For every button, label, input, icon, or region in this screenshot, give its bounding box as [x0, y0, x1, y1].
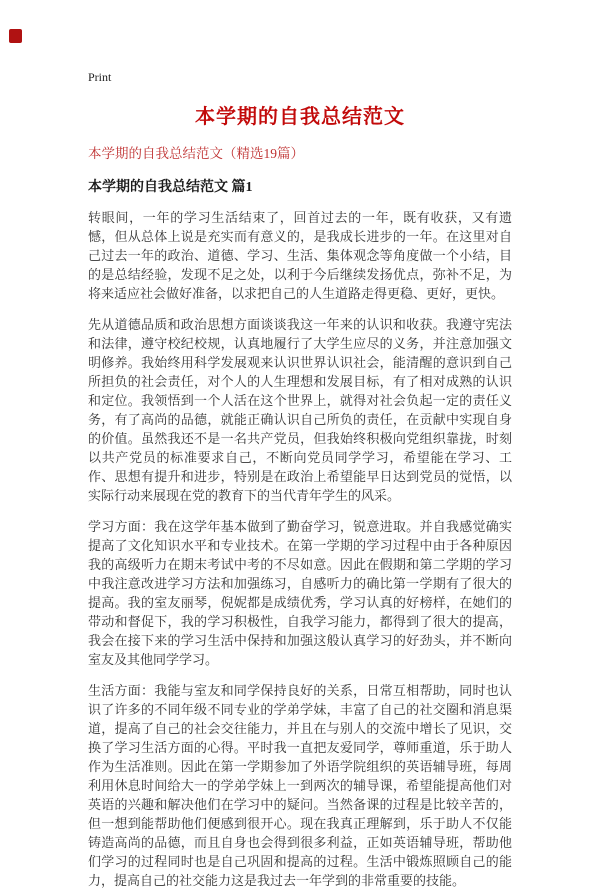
page-title: 本学期的自我总结范文 — [195, 106, 405, 128]
print-link[interactable]: Print — [88, 70, 112, 84]
print-icon[interactable] — [9, 29, 22, 43]
paragraph-4: 生活方面：我能与室友和同学保持良好的关系，日常互相帮助，同时也认识了许多的不同年级不同专业的学弟学妹，丰富了自己的社交圈和消息渠道，提高了自己的社会交往能力，并且在与别人的交流中增长了见识，交换了学习生活方面的心得。平时我一直把友爱同学，尊师重道，乐于助人作为生活准则。因此在第一学期参加了外语学院组织的英语辅导班，每周利用休息时间给大一的学弟学妹上一到两次的辅导课，希望能提高他们对英语的兴趣和解决他们在学习中的疑问。当然备课的过程是比较辛苦的，但一想到能帮助他们便感到很开心。现在我真正理解到，乐于助人不仅能铸造高尚的品德，而且自身也会得到很多利益，正如英语辅导班，帮助他们学习的过程同时也是自己巩固和提高的过程。生活中锻炼照顾自己的能力，提高自己的社交能力这是我过去一年学到的非常重要的技能。 — [88, 683, 512, 888]
section-heading: 本学期的自我总结范文 篇1 — [88, 180, 253, 195]
doc-subtitle: 本学期的自我总结范文（精选19篇） — [88, 146, 304, 161]
document-body — [88, 208, 512, 890]
paragraph-1: 转眼间，一年的学习生活结束了，回首过去的一年，既有收获，又有遗憾，但从总体上说是充实而有意义的，是我成长进步的一年。在这里对自己过去一年的政治、道德、学习、生活、集体观念等角度做一个小结，目的是总结经验，发现不足之处，以利于今后继续发扬优点，弥补不足，为将来适应社会做好准备，以求把自己的人生道路走得更稳、更好，更快。 — [88, 210, 512, 301]
document-page — [88, 0, 512, 890]
paragraph-2: 先从道德品质和政治思想方面谈谈我这一年来的认识和收获。我遵守宪法和法律，遵守校纪校规，认真地履行了大学生应尽的义务，并注意加强文明修养。我始终用科学发展观来认识世界认识社会，能清醒的意识到自己所担负的社会责任，对个人的人生理想和发展目标，有了相对成熟的认识和定位。我领悟到一个人活在这个世界上，就得对社会负起一定的责任义务，有了高尚的品德，就能正确认识自己所负的责任，在贡献中实现自身的价值。虽然我还不是一名共产党员，但我始终积极向党组织靠拢，时刻以共产党员的标准要求自己，不断向党员同学学习，希望能在学习、工作、思想有提升和进步，特别是在政治上希望能早日达到党员的觉悟，以实际行动来展现在党的教育下的当代青年学生的风采。 — [88, 317, 512, 503]
paragraph-3: 学习方面：我在这学年基本做到了勤奋学习，锐意进取。并自我感觉确实提高了文化知识水平和专业技术。在第一学期的学习过程中由于各种原因我的高级听力在期末考试中考的不尽如意。因此在假期和第二学期的学习中我注意改进学习方法和加强练习，自感听力的确比第一学期有了很大的提高。我的室友丽琴，倪妮都是成绩优秀，学习认真的好榜样，在她们的带动和督促下，我的学习积极性，自我学习能力，都得到了很大的提高，我会在接下来的学习生活中保持和加强这般认真学习的好劲头，并不断向室友及其他同学学习。 — [88, 519, 512, 667]
